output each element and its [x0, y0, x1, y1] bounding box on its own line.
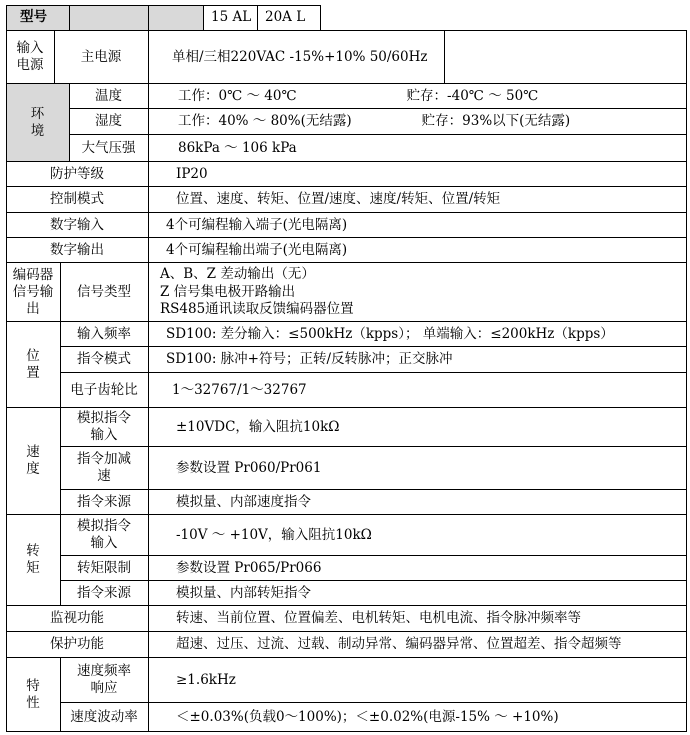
border-top-header: [6, 5, 320, 6]
label-torque-source: 指令来源: [77, 584, 131, 601]
group-encoder: 编码器信号输出: [12, 266, 54, 317]
temp-work: 工作：0℃ ～ 40℃: [178, 87, 297, 104]
label-digital-input: 数字输入: [50, 216, 104, 233]
rule: [148, 83, 149, 162]
value-speed-source: 模拟量、内部速度指令: [176, 493, 311, 510]
humidity-work: 工作：40% ～ 80%(无结露): [178, 113, 352, 129]
temp-store: 贮存：-40℃ ～ 50℃: [406, 87, 539, 104]
rule: [148, 605, 149, 658]
rule: [6, 605, 687, 606]
value-digital-output: 4个可编程输出端子(光电隔离): [166, 241, 348, 258]
rule: [60, 346, 687, 347]
value-protection-level: IP20: [176, 165, 208, 182]
rule: [60, 702, 687, 703]
label-torque-limit: 转矩限制: [77, 559, 131, 576]
rule: [60, 262, 61, 606]
group-speed: 速度: [26, 444, 40, 477]
group-environment: 环境: [6, 84, 69, 161]
rule: [6, 657, 687, 658]
value-signal-type: [148, 263, 687, 321]
value-main-power: 单相/三相220VAC -15%+10% 50/60Hz: [172, 48, 428, 65]
label-speed-fluctuation: 速度波动率: [70, 709, 138, 725]
value-torque-analog: -10V ～ +10V，输入阻抗10kΩ: [176, 526, 372, 543]
group-position: 位置: [26, 347, 40, 381]
label-protect: 保护功能: [50, 636, 104, 652]
rule: [69, 5, 70, 31]
rule: [60, 580, 687, 581]
rule: [60, 657, 61, 732]
label-temperature: 温度: [95, 87, 122, 104]
value-control-mode: 位置、速度、转矩、位置/速度、速度/转矩、位置/转矩: [176, 191, 501, 207]
value-digital-input: 4个可编程输入端子(光电隔离): [166, 216, 348, 233]
rule: [54, 30, 55, 84]
rule: [320, 5, 321, 31]
label-protection-level: 防护等级: [50, 165, 104, 182]
label-gear-ratio: 电子齿轮比: [70, 381, 138, 398]
rule: [69, 108, 687, 109]
label-signal-type: 信号类型: [77, 283, 131, 300]
rule: [6, 186, 687, 187]
value-speed-accel: 参数设置 Pr060/Pr061: [176, 459, 322, 476]
group-input-power: 输入电源: [16, 40, 44, 73]
label-monitor: 监视功能: [50, 610, 104, 626]
rule: [6, 262, 687, 263]
value-humidity: [148, 109, 687, 134]
encoder-line-2: Z 信号集电极开路输出: [160, 283, 296, 300]
label-speed-analog: 模拟指令输入: [77, 410, 131, 443]
rule: [6, 514, 687, 515]
value-temperature: [148, 84, 687, 108]
header-model: 型号: [6, 5, 69, 30]
value-speed-fluctuation: ＜±0.03%(负载0～100%)；＜±0.02%(电源-15% ～ +10%): [176, 709, 559, 725]
label-humidity: 湿度: [95, 113, 122, 129]
rule: [60, 446, 687, 447]
label-control-mode: 控制模式: [50, 191, 104, 207]
value-torque-limit: 参数设置 Pr065/Pr066: [176, 559, 322, 576]
value-speed-analog: ±10VDC，输入阻抗10kΩ: [176, 418, 340, 435]
header-15al: 15 AL: [211, 9, 252, 25]
value-protect: 超速、过压、过流、过载、制动异常、编码器异常、位置超差、指令超频等: [176, 636, 622, 652]
rule: [60, 555, 687, 556]
label-speed-source: 指令来源: [77, 493, 131, 510]
label-torque-analog: 模拟指令输入: [77, 518, 131, 551]
rule: [60, 489, 687, 490]
value-speed-response: ≥1.6kHz: [176, 671, 236, 688]
label-command-mode: 指令模式: [77, 351, 131, 367]
label-digital-output: 数字输出: [50, 241, 104, 258]
rule: [69, 83, 70, 162]
encoder-line-1: A、B、Z 差动输出（无）: [160, 266, 315, 282]
rule: [257, 5, 258, 31]
rule: [6, 83, 687, 84]
rule: [6, 161, 687, 162]
label-pressure: 大气压强: [81, 139, 136, 156]
rule: [6, 321, 687, 322]
group-characteristics: 特性: [26, 678, 40, 711]
rule: [69, 134, 687, 135]
label-speed-response: 速度频率响应: [77, 663, 131, 696]
rule: [6, 30, 687, 31]
value-command-mode: SD100: 脉冲+符号；正转/反转脉冲；正交脉冲: [166, 351, 453, 367]
header-blank-1: [69, 5, 148, 30]
rule: [6, 212, 687, 213]
humidity-store: 贮存：93%以下(无结露): [421, 113, 571, 129]
rule: [148, 161, 149, 263]
rule: [6, 731, 687, 732]
label-speed-accel: 指令加减速: [77, 451, 131, 484]
label-main-power: 主电源: [80, 48, 122, 65]
group-torque: 转矩: [26, 543, 40, 576]
rule: [60, 372, 687, 373]
rule: [148, 262, 149, 606]
rule: [148, 657, 149, 732]
rule: [686, 30, 687, 732]
rule: [203, 5, 204, 31]
value-pressure: 86kPa ～ 106 kPa: [178, 139, 297, 156]
header-blank-2: [148, 5, 203, 30]
rule: [6, 631, 687, 632]
header-20al: 20A L: [265, 9, 306, 25]
value-gear-ratio: 1～32767/1～32767: [172, 381, 307, 398]
spec-table: [6, 5, 687, 732]
rule: [444, 30, 445, 84]
rule: [6, 5, 7, 732]
rule: [6, 237, 687, 238]
value-monitor: 转速、当前位置、位置偏差、电机转矩、电机电流、指令脉冲频率等: [176, 610, 581, 626]
label-input-frequency: 输入频率: [77, 325, 131, 342]
value-input-frequency: SD100: 差分输入：≤500kHz（kpps）； 单端输入：≤200kHz（kpps）: [166, 325, 614, 342]
encoder-line-3: RS485通讯读取反馈编码器位置: [160, 301, 354, 317]
rule: [6, 407, 687, 408]
rule: [148, 5, 149, 31]
value-torque-source: 模拟量、内部转矩指令: [176, 584, 311, 601]
rule: [148, 30, 149, 84]
